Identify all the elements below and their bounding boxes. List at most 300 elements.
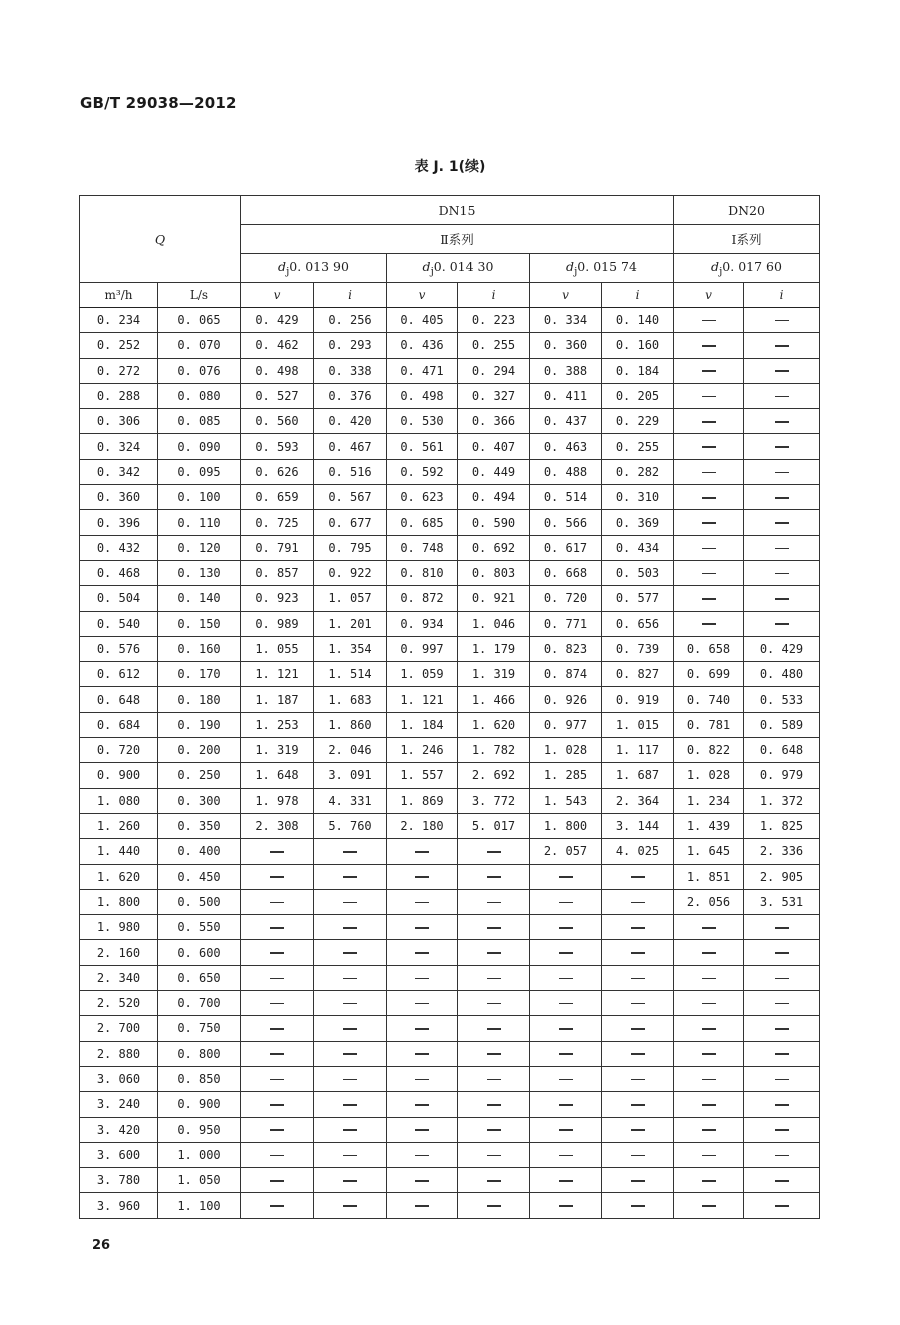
gradient-cell: 0. 589 <box>744 712 820 737</box>
velocity-cell: 1. 557 <box>387 763 458 788</box>
empty-cell <box>744 1168 820 1193</box>
dash-mark <box>702 370 716 372</box>
dash-mark <box>415 1155 429 1157</box>
dash-mark <box>631 1104 645 1106</box>
empty-cell <box>744 1016 820 1041</box>
dash-mark <box>631 876 645 878</box>
dash-mark <box>702 472 716 474</box>
flow-ls-cell: 0. 700 <box>158 991 241 1016</box>
dash-mark <box>415 927 429 929</box>
flow-m3h-cell: 0. 360 <box>80 485 158 510</box>
flow-ls-cell: 0. 400 <box>158 839 241 864</box>
dash-mark <box>631 1028 645 1030</box>
flow-m3h-cell: 2. 160 <box>80 940 158 965</box>
empty-cell <box>241 1016 314 1041</box>
table-title: 表 J. 1(续) <box>414 159 486 175</box>
dash-mark <box>631 952 645 954</box>
dash-mark <box>775 548 789 550</box>
empty-cell <box>387 1016 458 1041</box>
empty-cell <box>744 1092 820 1117</box>
flow-ls-cell: 0. 650 <box>158 965 241 990</box>
empty-cell <box>241 965 314 990</box>
velocity-cell: 1. 121 <box>387 687 458 712</box>
empty-cell <box>530 1168 602 1193</box>
unit-header-ls: L/s <box>158 283 241 308</box>
dash-mark <box>270 1079 284 1081</box>
velocity-cell: 1. 648 <box>241 763 314 788</box>
empty-cell <box>387 889 458 914</box>
gradient-cell: 1. 354 <box>314 636 387 661</box>
diameter-header <box>387 254 530 283</box>
velocity-cell: 0. 659 <box>241 485 314 510</box>
empty-cell <box>530 1041 602 1066</box>
dash-mark <box>487 1205 501 1207</box>
empty-cell <box>314 1092 387 1117</box>
dash-mark <box>631 1180 645 1182</box>
dn-header-dn20: DN20 <box>674 196 820 225</box>
empty-cell <box>674 1092 744 1117</box>
velocity-cell: 0. 658 <box>674 636 744 661</box>
flow-m3h-cell: 0. 468 <box>80 560 158 585</box>
velocity-cell: 0. 334 <box>530 308 602 333</box>
flow-m3h-cell: 0. 648 <box>80 687 158 712</box>
flow-m3h-cell: 0. 272 <box>80 358 158 383</box>
series-header-dn20: Ⅰ系列 <box>674 225 820 254</box>
velocity-cell: 1. 869 <box>387 788 458 813</box>
gradient-cell: 0. 516 <box>314 459 387 484</box>
empty-cell <box>458 940 530 965</box>
dash-mark <box>775 1155 789 1157</box>
empty-cell <box>387 1168 458 1193</box>
gradient-cell: 0. 282 <box>602 459 674 484</box>
empty-cell <box>744 510 820 535</box>
table-row <box>80 1193 820 1218</box>
dash-mark <box>702 1180 716 1182</box>
gradient-cell: 1. 117 <box>602 738 674 763</box>
dash-mark <box>775 927 789 929</box>
dash-mark <box>487 1180 501 1182</box>
empty-cell <box>744 535 820 560</box>
dash-mark <box>343 902 357 904</box>
empty-cell <box>530 940 602 965</box>
dash-mark <box>702 320 716 322</box>
flow-m3h-cell: 3. 960 <box>80 1193 158 1218</box>
flow-m3h-cell: 2. 880 <box>80 1041 158 1066</box>
velocity-cell: 0. 360 <box>530 333 602 358</box>
diameter-value: 0. 015 74 <box>577 258 637 274</box>
table-row <box>80 535 820 560</box>
empty-cell <box>387 1066 458 1091</box>
velocity-cell: 0. 857 <box>241 560 314 585</box>
empty-cell <box>241 1041 314 1066</box>
table-row <box>80 358 820 383</box>
diameter-value: 0. 014 30 <box>433 258 494 274</box>
gradient-cell: 4. 331 <box>314 788 387 813</box>
velocity-cell: 1. 800 <box>530 813 602 838</box>
empty-cell <box>458 1016 530 1041</box>
gradient-cell: 0. 919 <box>602 687 674 712</box>
empty-cell <box>458 864 530 889</box>
dash-mark <box>270 1104 284 1106</box>
gradient-cell: 0. 434 <box>602 535 674 560</box>
gradient-cell: 1. 057 <box>314 586 387 611</box>
empty-cell <box>744 560 820 585</box>
table-row <box>80 1142 820 1167</box>
velocity-header: v <box>387 283 458 308</box>
flow-m3h-cell: 3. 420 <box>80 1117 158 1142</box>
flow-ls-cell: 0. 200 <box>158 738 241 763</box>
empty-cell <box>674 358 744 383</box>
dash-mark <box>487 978 501 980</box>
dash-mark <box>270 1028 284 1030</box>
dash-mark <box>487 1079 501 1081</box>
dash-mark <box>631 1155 645 1157</box>
velocity-cell: 0. 699 <box>674 662 744 687</box>
gradient-cell: 0. 327 <box>458 383 530 408</box>
empty-cell <box>674 560 744 585</box>
flow-ls-cell: 0. 300 <box>158 788 241 813</box>
velocity-header: v <box>674 283 744 308</box>
dash-mark <box>702 1155 716 1157</box>
dash-mark <box>702 978 716 980</box>
flow-m3h-cell: 0. 234 <box>80 308 158 333</box>
gradient-cell: 1. 514 <box>314 662 387 687</box>
gradient-cell: 1. 179 <box>458 636 530 661</box>
velocity-header: v <box>530 283 602 308</box>
velocity-cell: 1. 645 <box>674 839 744 864</box>
gradient-cell: 1. 860 <box>314 712 387 737</box>
velocity-cell: 0. 429 <box>241 308 314 333</box>
dash-mark <box>343 1155 357 1157</box>
flow-m3h-cell: 3. 600 <box>80 1142 158 1167</box>
dash-mark <box>343 1053 357 1055</box>
gradient-cell: 0. 533 <box>744 687 820 712</box>
flow-ls-cell: 0. 450 <box>158 864 241 889</box>
velocity-cell: 0. 668 <box>530 560 602 585</box>
table-row <box>80 965 820 990</box>
velocity-cell: 0. 934 <box>387 611 458 636</box>
flow-m3h-cell: 1. 080 <box>80 788 158 813</box>
gradient-cell: 1. 687 <box>602 763 674 788</box>
flow-ls-cell: 0. 180 <box>158 687 241 712</box>
empty-cell <box>602 940 674 965</box>
table-row <box>80 560 820 585</box>
velocity-cell: 0. 926 <box>530 687 602 712</box>
flow-m3h-cell: 1. 620 <box>80 864 158 889</box>
velocity-cell: 1. 246 <box>387 738 458 763</box>
dash-mark <box>775 978 789 980</box>
empty-cell <box>387 839 458 864</box>
dash-mark <box>775 396 789 398</box>
empty-cell <box>458 1193 530 1218</box>
empty-cell <box>602 1092 674 1117</box>
velocity-cell: 0. 388 <box>530 358 602 383</box>
dash-mark <box>775 472 789 474</box>
gradient-cell: 1. 620 <box>458 712 530 737</box>
empty-cell <box>674 459 744 484</box>
empty-cell <box>241 1092 314 1117</box>
dash-mark <box>343 978 357 980</box>
dash-mark <box>775 623 789 625</box>
flow-ls-cell: 0. 900 <box>158 1092 241 1117</box>
dash-mark <box>631 1053 645 1055</box>
dash-mark <box>702 1205 716 1207</box>
hydraulic-gradient-header: i <box>314 283 387 308</box>
velocity-cell: 1. 028 <box>530 738 602 763</box>
velocity-cell: 0. 561 <box>387 434 458 459</box>
velocity-cell: 0. 592 <box>387 459 458 484</box>
flow-m3h-cell: 3. 780 <box>80 1168 158 1193</box>
flow-m3h-cell: 0. 720 <box>80 738 158 763</box>
dash-mark <box>559 1129 573 1131</box>
empty-cell <box>458 889 530 914</box>
series-header-dn15: Ⅱ系列 <box>241 225 674 254</box>
dash-mark <box>702 1129 716 1131</box>
dash-mark <box>559 1003 573 1005</box>
dash-mark <box>559 952 573 954</box>
empty-cell <box>387 991 458 1016</box>
empty-cell <box>458 1066 530 1091</box>
table-row <box>80 915 820 940</box>
gradient-cell: 0. 294 <box>458 358 530 383</box>
dash-mark <box>270 952 284 954</box>
gradient-cell: 0. 692 <box>458 535 530 560</box>
flow-ls-cell: 0. 130 <box>158 560 241 585</box>
flow-ls-cell: 0. 500 <box>158 889 241 914</box>
diameter-subscript: j <box>719 265 723 278</box>
empty-cell <box>314 839 387 864</box>
dash-mark <box>559 1155 573 1157</box>
empty-cell <box>674 383 744 408</box>
table-row <box>80 1168 820 1193</box>
dash-mark <box>487 927 501 929</box>
dash-mark <box>702 1053 716 1055</box>
empty-cell <box>602 1016 674 1041</box>
table-row <box>80 1016 820 1041</box>
dash-mark <box>775 952 789 954</box>
velocity-cell: 1. 253 <box>241 712 314 737</box>
gradient-cell: 0. 256 <box>314 308 387 333</box>
gradient-cell: 1. 046 <box>458 611 530 636</box>
gradient-cell: 1. 825 <box>744 813 820 838</box>
table-row <box>80 839 820 864</box>
unit-header-m3h: m³/h <box>80 283 158 308</box>
velocity-cell: 0. 623 <box>387 485 458 510</box>
dash-mark <box>270 902 284 904</box>
dash-mark <box>415 1028 429 1030</box>
table-row <box>80 1041 820 1066</box>
gradient-cell: 0. 803 <box>458 560 530 585</box>
empty-cell <box>314 1193 387 1218</box>
dash-mark <box>702 446 716 448</box>
diameter-subscript: j <box>574 265 578 278</box>
gradient-cell: 0. 369 <box>602 510 674 535</box>
diameter-subscript: j <box>430 265 434 278</box>
dash-mark <box>775 1129 789 1131</box>
dash-mark <box>702 522 716 524</box>
flow-m3h-cell: 0. 252 <box>80 333 158 358</box>
empty-cell <box>530 864 602 889</box>
flow-m3h-cell: 0. 432 <box>80 535 158 560</box>
dash-mark <box>559 1104 573 1106</box>
velocity-cell: 1. 059 <box>387 662 458 687</box>
dash-mark <box>559 1053 573 1055</box>
flow-ls-cell: 0. 250 <box>158 763 241 788</box>
gradient-cell: 1. 683 <box>314 687 387 712</box>
empty-cell <box>674 1193 744 1218</box>
flow-m3h-cell: 0. 324 <box>80 434 158 459</box>
empty-cell <box>744 1117 820 1142</box>
gradient-cell: 0. 310 <box>602 485 674 510</box>
velocity-cell: 0. 822 <box>674 738 744 763</box>
empty-cell <box>530 889 602 914</box>
empty-cell <box>387 1092 458 1117</box>
table-row <box>80 940 820 965</box>
velocity-cell: 0. 626 <box>241 459 314 484</box>
dash-mark <box>702 598 716 600</box>
empty-cell <box>458 915 530 940</box>
dash-mark <box>415 851 429 853</box>
dash-mark <box>702 548 716 550</box>
empty-cell <box>744 485 820 510</box>
flow-ls-cell: 0. 085 <box>158 409 241 434</box>
gradient-cell: 0. 503 <box>602 560 674 585</box>
dash-mark <box>343 927 357 929</box>
velocity-header: v <box>241 283 314 308</box>
gradient-cell: 0. 739 <box>602 636 674 661</box>
table-row <box>80 864 820 889</box>
gradient-cell: 0. 366 <box>458 409 530 434</box>
empty-cell <box>744 409 820 434</box>
velocity-cell: 0. 872 <box>387 586 458 611</box>
empty-cell <box>314 864 387 889</box>
dash-mark <box>775 421 789 423</box>
dash-mark <box>702 345 716 347</box>
dash-mark <box>415 876 429 878</box>
table-row <box>80 459 820 484</box>
flow-ls-cell: 0. 170 <box>158 662 241 687</box>
gradient-cell: 0. 922 <box>314 560 387 585</box>
dash-mark <box>559 902 573 904</box>
flow-ls-cell: 0. 150 <box>158 611 241 636</box>
flow-m3h-cell: 3. 060 <box>80 1066 158 1091</box>
dash-mark <box>487 952 501 954</box>
empty-cell <box>744 940 820 965</box>
gradient-cell: 0. 429 <box>744 636 820 661</box>
empty-cell <box>674 1016 744 1041</box>
empty-cell <box>458 1168 530 1193</box>
empty-cell <box>241 1066 314 1091</box>
empty-cell <box>602 915 674 940</box>
velocity-cell: 1. 978 <box>241 788 314 813</box>
dash-mark <box>343 1180 357 1182</box>
flow-m3h-cell: 1. 800 <box>80 889 158 914</box>
dash-mark <box>270 1155 284 1157</box>
velocity-cell: 0. 810 <box>387 560 458 585</box>
velocity-cell: 0. 617 <box>530 535 602 560</box>
q-header: Q <box>80 196 241 283</box>
velocity-cell: 0. 498 <box>241 358 314 383</box>
dash-mark <box>559 876 573 878</box>
table-row <box>80 586 820 611</box>
flow-ls-cell: 0. 080 <box>158 383 241 408</box>
empty-cell <box>744 1066 820 1091</box>
dash-mark <box>487 876 501 878</box>
dash-mark <box>702 421 716 423</box>
dash-mark <box>631 1205 645 1207</box>
empty-cell <box>674 333 744 358</box>
gradient-cell: 0. 184 <box>602 358 674 383</box>
flow-ls-cell: 0. 076 <box>158 358 241 383</box>
table-row <box>80 611 820 636</box>
dash-mark <box>702 623 716 625</box>
velocity-cell: 2. 180 <box>387 813 458 838</box>
velocity-cell: 0. 989 <box>241 611 314 636</box>
flow-ls-cell: 0. 110 <box>158 510 241 535</box>
gradient-cell: 2. 336 <box>744 839 820 864</box>
gradient-cell: 0. 420 <box>314 409 387 434</box>
diameter-symbol: d <box>422 258 431 274</box>
dash-mark <box>702 573 716 575</box>
velocity-cell: 0. 530 <box>387 409 458 434</box>
hydraulic-gradient-header: i <box>602 283 674 308</box>
dash-mark <box>631 1003 645 1005</box>
table-row <box>80 409 820 434</box>
empty-cell <box>530 991 602 1016</box>
empty-cell <box>674 308 744 333</box>
empty-cell <box>387 915 458 940</box>
gradient-cell: 3. 772 <box>458 788 530 813</box>
table-row <box>80 510 820 535</box>
velocity-cell: 1. 121 <box>241 662 314 687</box>
flow-ls-cell: 0. 065 <box>158 308 241 333</box>
gradient-cell: 0. 677 <box>314 510 387 535</box>
empty-cell <box>314 1041 387 1066</box>
velocity-cell: 0. 823 <box>530 636 602 661</box>
flow-ls-cell: 0. 120 <box>158 535 241 560</box>
dash-mark <box>631 902 645 904</box>
empty-cell <box>241 839 314 864</box>
flow-m3h-cell: 2. 520 <box>80 991 158 1016</box>
velocity-cell: 0. 527 <box>241 383 314 408</box>
empty-cell <box>241 991 314 1016</box>
flow-m3h-cell: 0. 342 <box>80 459 158 484</box>
diameter-symbol: d <box>711 258 720 274</box>
gradient-cell: 0. 223 <box>458 308 530 333</box>
empty-cell <box>602 1117 674 1142</box>
empty-cell <box>744 1142 820 1167</box>
flow-ls-cell: 0. 190 <box>158 712 241 737</box>
dash-mark <box>487 851 501 853</box>
empty-cell <box>241 1168 314 1193</box>
empty-cell <box>314 1168 387 1193</box>
flow-ls-cell: 0. 095 <box>158 459 241 484</box>
gradient-cell: 0. 407 <box>458 434 530 459</box>
dash-mark <box>415 1205 429 1207</box>
dash-mark <box>487 1028 501 1030</box>
velocity-cell: 1. 187 <box>241 687 314 712</box>
gradient-cell: 0. 656 <box>602 611 674 636</box>
dash-mark <box>343 1205 357 1207</box>
empty-cell <box>314 1117 387 1142</box>
gradient-cell: 0. 205 <box>602 383 674 408</box>
dash-mark <box>775 1180 789 1182</box>
dash-mark <box>270 1053 284 1055</box>
velocity-cell: 1. 285 <box>530 763 602 788</box>
empty-cell <box>674 965 744 990</box>
empty-cell <box>241 1142 314 1167</box>
dash-mark <box>415 978 429 980</box>
